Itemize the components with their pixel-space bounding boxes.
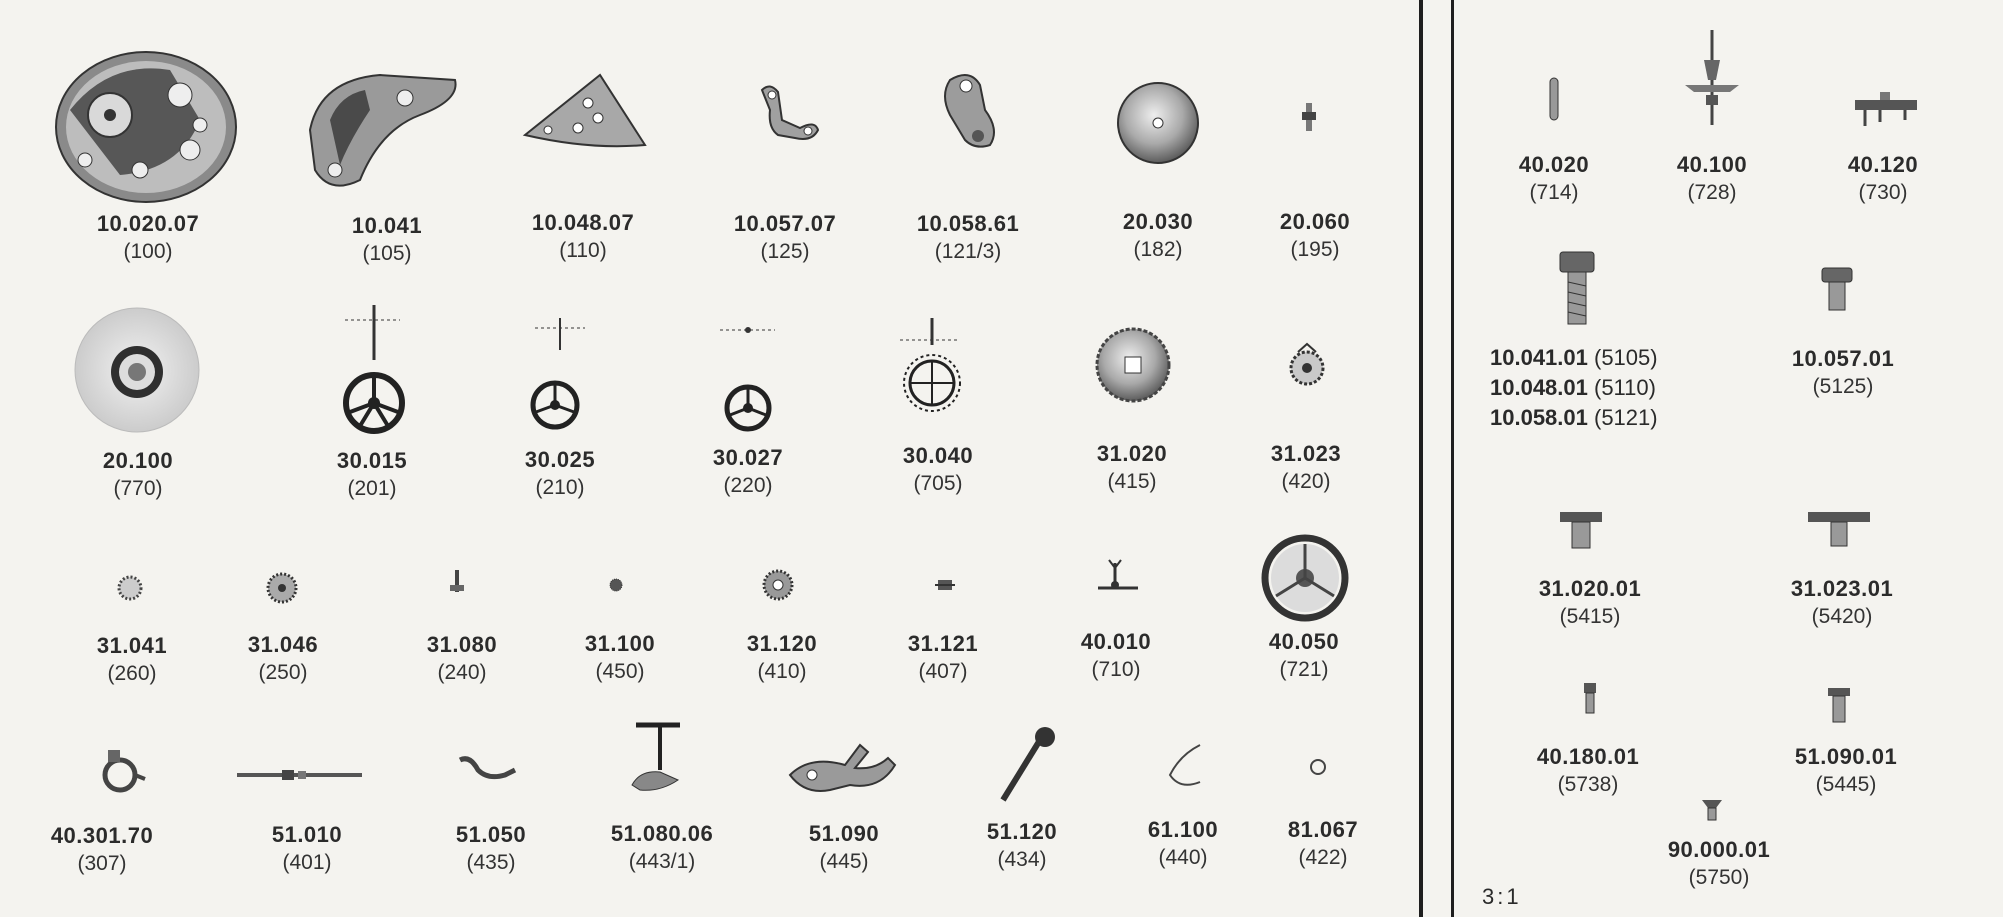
small-gear-icon [610,579,622,591]
part-51-010 [222,821,392,877]
part-number: 51.120 [986,819,1058,844]
part-number: 31.121 [907,631,979,656]
part-number: 40.301.70 [50,823,154,848]
part-number: 31.041 [96,633,168,658]
part-reference: (210) [535,476,585,499]
screw-group-row [1490,373,1658,403]
screw-group-list [1490,343,1658,433]
part-reference: (110) [559,239,607,262]
part-10-057-01 [1758,345,1928,401]
part-30-040 [853,442,1023,498]
yoke-icon [790,745,895,791]
part-reference: (250) [258,661,308,684]
part-reference: (440) [1158,846,1208,869]
part-reference: (220) [723,474,773,497]
part-number: 40.180.01 [1536,744,1640,769]
part-reference: (434) [997,848,1047,871]
part-reference: (435) [466,851,516,874]
part-20-030 [1073,208,1243,264]
part-51-120 [937,818,1107,874]
screw-icon [1560,252,1594,324]
part-51-090 [759,820,929,876]
bridge-icon [525,75,645,146]
part-number: 40.020 [1518,152,1590,177]
balance-staff-icon [1685,30,1739,125]
part-number: 10.057.07 [733,211,837,236]
lever-icon [762,86,818,139]
part-40-020 [1469,151,1639,207]
part-reference: (422) [1298,846,1348,869]
part-reference: (407) [918,660,968,683]
part-40-180-01 [1503,743,1673,799]
escape-wheel-icon [900,318,960,411]
part-reference: (5445) [1815,773,1877,796]
part-31-120 [697,630,867,686]
part-reference: (240) [437,661,487,684]
part-10-048-07 [498,209,668,265]
part-reference: (443/1) [628,850,696,873]
part-number: 20.100 [102,448,174,473]
roller-icon [1855,92,1917,126]
part-reference: (728) [1687,181,1737,204]
screw-icon [1808,512,1870,546]
part-31-023 [1221,440,1391,496]
part-number: 40.120 [1847,152,1919,177]
stud-icon [1302,103,1316,131]
part-90-000-01 [1634,836,1804,892]
spring-lever-icon [460,759,515,777]
small-gear-icon [119,577,141,599]
winding-stem-icon [237,770,362,780]
part-number: 10.041 [351,213,423,238]
part-number: 10.058.61 [916,211,1020,236]
part-reference: (415) [1107,470,1157,493]
part-reference: (5110) [1594,375,1656,400]
part-number: 61.100 [1147,817,1219,842]
small-gear-icon [268,574,296,602]
part-31-121 [858,630,1028,686]
part-reference: (450) [595,660,645,683]
part-number: 31.023 [1270,441,1342,466]
part-reference: (410) [757,660,807,683]
part-30-015 [287,447,457,503]
scale-label: 3:1 [1482,884,1522,909]
screw-icon [1702,800,1722,820]
part-reference: (195) [1290,238,1340,261]
part-31-041 [47,632,217,688]
screw-icon [1828,688,1850,722]
pinion-icon [935,580,955,590]
part-31-046 [198,631,368,687]
part-reference: (705) [913,472,963,495]
setting-lever-icon [632,725,680,790]
cock-icon [945,75,994,147]
part-31-020-01 [1505,575,1675,631]
part-number: 20.060 [1279,209,1351,234]
crown-wheel-icon [1291,344,1323,384]
part-reference: (401) [282,851,332,874]
column-divider [1419,0,1423,917]
part-reference: (420) [1281,470,1331,493]
part-number: 51.080.06 [610,821,714,846]
part-40-010 [1031,628,1201,684]
part-number: 51.090.01 [1794,744,1898,769]
lever-icon [1003,727,1055,800]
part-number: 31.020.01 [1538,576,1642,601]
wheel-icon [533,318,585,427]
column-divider [1451,0,1454,917]
pallet-fork-icon [1098,560,1138,589]
part-number: 40.010 [1080,629,1152,654]
part-number: 31.120 [746,631,818,656]
part-20-100 [53,447,223,503]
screw-icon [1560,512,1602,548]
wheel-icon [345,305,402,431]
screw-group-row [1490,403,1658,433]
part-40-100 [1627,151,1797,207]
part-reference: (5750) [1688,866,1750,889]
part-number: 10.048.01 [1490,375,1588,400]
part-81-067 [1238,816,1408,872]
part-20-060 [1230,208,1400,264]
part-reference: (260) [107,662,157,685]
part-31-100 [535,630,705,686]
bridge-icon [310,75,456,186]
part-number: 31.100 [584,631,656,656]
ratchet-wheel-icon [1097,329,1169,401]
part-40-050 [1219,628,1389,684]
disc-icon [1118,83,1198,163]
part-reference: (770) [113,477,163,500]
part-51-080-06 [577,820,747,876]
part-number: 20.030 [1122,209,1194,234]
screw-group-row [1490,343,1658,373]
part-number: 40.050 [1268,629,1340,654]
part-number: 10.057.01 [1791,346,1895,371]
pin-icon [1550,78,1558,120]
part-reference: (714) [1529,181,1579,204]
part-number: 10.020.07 [96,211,200,236]
part-51-090-01 [1761,743,1931,799]
part-30-027 [663,444,833,500]
part-31-080 [377,631,547,687]
part-10-058-61 [883,210,1053,266]
part-reference: (100) [123,240,173,263]
pinion-icon [450,570,464,592]
part-number: 30.040 [902,443,974,468]
screw-icon [1584,683,1596,713]
part-number: 51.010 [271,822,343,847]
part-31-020 [1047,440,1217,496]
balance-wheel-icon [1265,538,1345,618]
part-reference: (182) [1133,238,1183,261]
part-number: 31.046 [247,632,319,657]
part-31-023-01 [1757,575,1927,631]
part-reference: (125) [760,240,810,263]
part-number: 31.020 [1096,441,1168,466]
mainplate-icon [56,52,236,202]
part-40-301-70 [17,822,187,878]
part-number: 10.058.01 [1490,405,1588,430]
wheel-icon [720,327,775,429]
part-10-041 [302,212,472,268]
ring-icon [1311,760,1325,774]
part-reference: (121/3) [934,240,1002,263]
screw-icon [1822,268,1852,310]
part-reference: (105) [362,242,412,265]
part-reference: (445) [819,850,869,873]
part-reference: (730) [1858,181,1908,204]
part-number: 81.067 [1287,817,1359,842]
part-reference: (5121) [1594,405,1658,430]
wire-spring-icon [1170,745,1200,785]
part-10-020-07 [63,210,233,266]
part-number: 30.025 [524,447,596,472]
part-reference: (5105) [1594,345,1658,370]
part-10-057-07 [700,210,870,266]
part-51-050 [406,821,576,877]
part-number: 31.023.01 [1790,576,1894,601]
part-reference: (201) [347,477,397,500]
part-reference: (5415) [1559,605,1621,628]
part-reference: (5125) [1812,375,1874,398]
part-30-025 [475,446,645,502]
part-40-120 [1798,151,1968,207]
part-number: 90.000.01 [1667,837,1771,862]
part-number: 40.100 [1676,152,1748,177]
part-number: 30.027 [712,445,784,470]
stud-carrier-icon [105,750,145,790]
part-number: 51.050 [455,822,527,847]
part-reference: (5738) [1557,773,1619,796]
clutch-wheel-icon [764,571,792,599]
part-reference: (710) [1091,658,1141,681]
part-reference: (5420) [1811,605,1873,628]
part-number: 10.048.07 [531,210,635,235]
part-reference: (721) [1279,658,1329,681]
part-number: 51.090 [808,821,880,846]
part-number: 30.015 [336,448,408,473]
part-number: 31.080 [426,632,498,657]
part-number: 10.041.01 [1490,345,1588,370]
part-reference: (307) [77,852,127,875]
barrel-icon [75,308,199,432]
